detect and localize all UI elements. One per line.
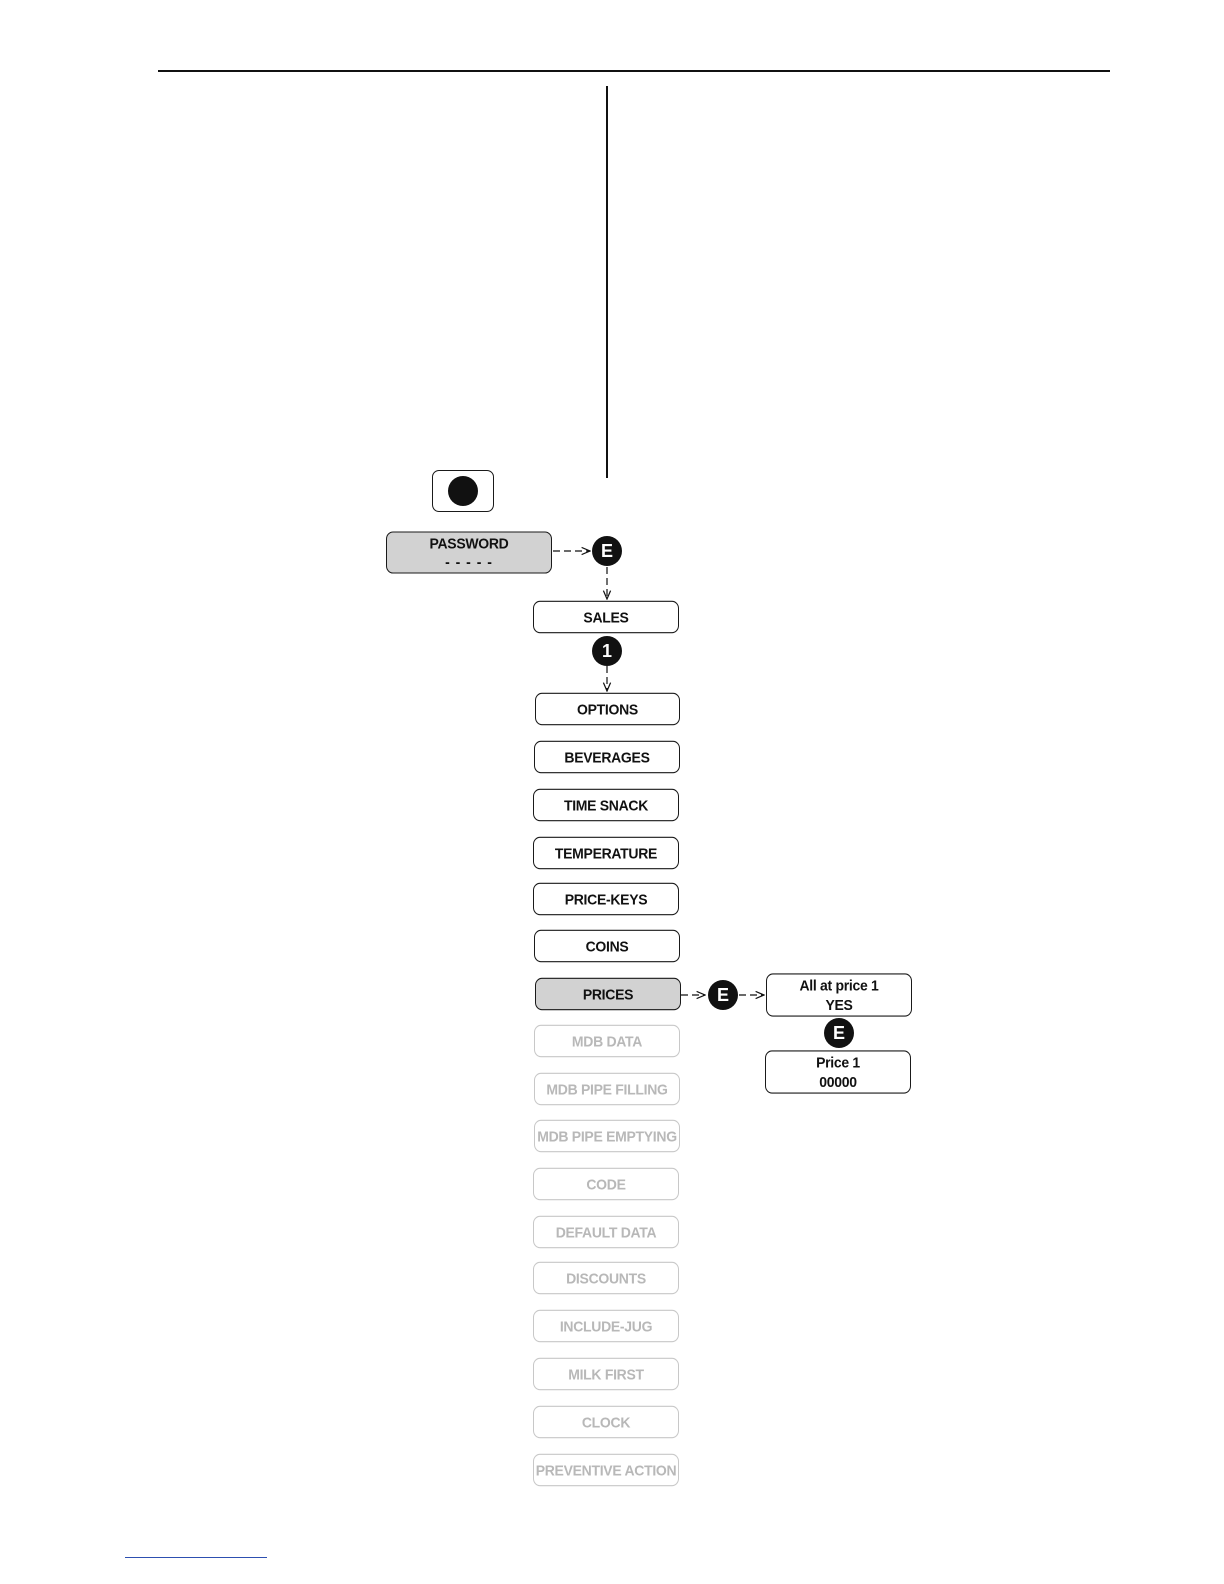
enter-key-icon: E bbox=[592, 536, 622, 566]
menu-item-mdb-pipe-emptying bbox=[534, 1120, 680, 1152]
password-box[interactable] bbox=[386, 531, 552, 573]
menu-item-discounts bbox=[533, 1262, 679, 1294]
menu-item-beverages[interactable] bbox=[534, 741, 680, 773]
menu-item-mdb-pipe-filling bbox=[534, 1073, 680, 1105]
menu-item-coins[interactable] bbox=[534, 930, 680, 962]
menu-item-label: MILK FIRST bbox=[568, 1365, 644, 1383]
menu-item-label: DISCOUNTS bbox=[566, 1269, 646, 1287]
price-1-value: 00000 bbox=[819, 1073, 857, 1091]
menu-item-label: MDB PIPE EMPTYING bbox=[537, 1127, 677, 1145]
menu-item-label: PRICE-KEYS bbox=[564, 890, 648, 908]
menu-item-mdb-data bbox=[534, 1025, 680, 1057]
menu-item-milk-first bbox=[533, 1358, 679, 1390]
menu-item-price-keys[interactable] bbox=[533, 883, 679, 915]
start-button-icon bbox=[448, 476, 478, 506]
menu-item-label: COINS bbox=[585, 937, 629, 955]
enter-key-icon: E bbox=[824, 1018, 854, 1048]
menu-item-label: CODE bbox=[586, 1175, 626, 1193]
footer-link-underline[interactable] bbox=[125, 1557, 267, 1558]
menu-item-label: SALES bbox=[583, 608, 629, 626]
menu-item-label: PREVENTIVE ACTION bbox=[535, 1461, 677, 1479]
menu-item-label: MDB PIPE FILLING bbox=[546, 1080, 668, 1098]
enter-key-icon: E bbox=[708, 980, 738, 1010]
password-value: - - - - - bbox=[445, 552, 493, 570]
menu-item-label: TEMPERATURE bbox=[554, 844, 658, 862]
menu-item-label: TIME SNACK bbox=[563, 796, 649, 814]
password-label: PASSWORD bbox=[429, 534, 509, 552]
menu-item-time-snack[interactable] bbox=[533, 789, 679, 821]
menu-item-options[interactable] bbox=[535, 693, 680, 725]
menu-item-label: MDB DATA bbox=[571, 1032, 643, 1050]
key-one-icon: 1 bbox=[592, 636, 622, 666]
price-1-label: Price 1 bbox=[816, 1053, 860, 1071]
menu-item-prices[interactable] bbox=[535, 978, 681, 1010]
menu-item-label: DEFAULT DATA bbox=[555, 1223, 657, 1241]
menu-item-label: BEVERAGES bbox=[564, 748, 650, 766]
menu-item-default-data bbox=[533, 1216, 679, 1248]
all-at-price-box[interactable] bbox=[766, 973, 912, 1016]
menu-item-temperature[interactable] bbox=[533, 837, 679, 869]
price-1-box[interactable] bbox=[765, 1050, 911, 1093]
menu-item-label: INCLUDE-JUG bbox=[559, 1317, 653, 1335]
menu-item-include-jug bbox=[533, 1310, 679, 1342]
start-key[interactable] bbox=[432, 470, 494, 512]
menu-item-label: CLOCK bbox=[581, 1413, 631, 1431]
all-at-price-value: YES bbox=[825, 996, 853, 1014]
menu-item-clock bbox=[533, 1406, 679, 1438]
menu-item-preventive-action bbox=[533, 1454, 679, 1486]
menu-item-label: OPTIONS bbox=[577, 700, 638, 718]
menu-item-label: PRICES bbox=[582, 985, 634, 1003]
menu-item-sales[interactable] bbox=[533, 601, 679, 633]
all-at-price-label: All at price 1 bbox=[799, 976, 879, 994]
menu-item-code bbox=[533, 1168, 679, 1200]
